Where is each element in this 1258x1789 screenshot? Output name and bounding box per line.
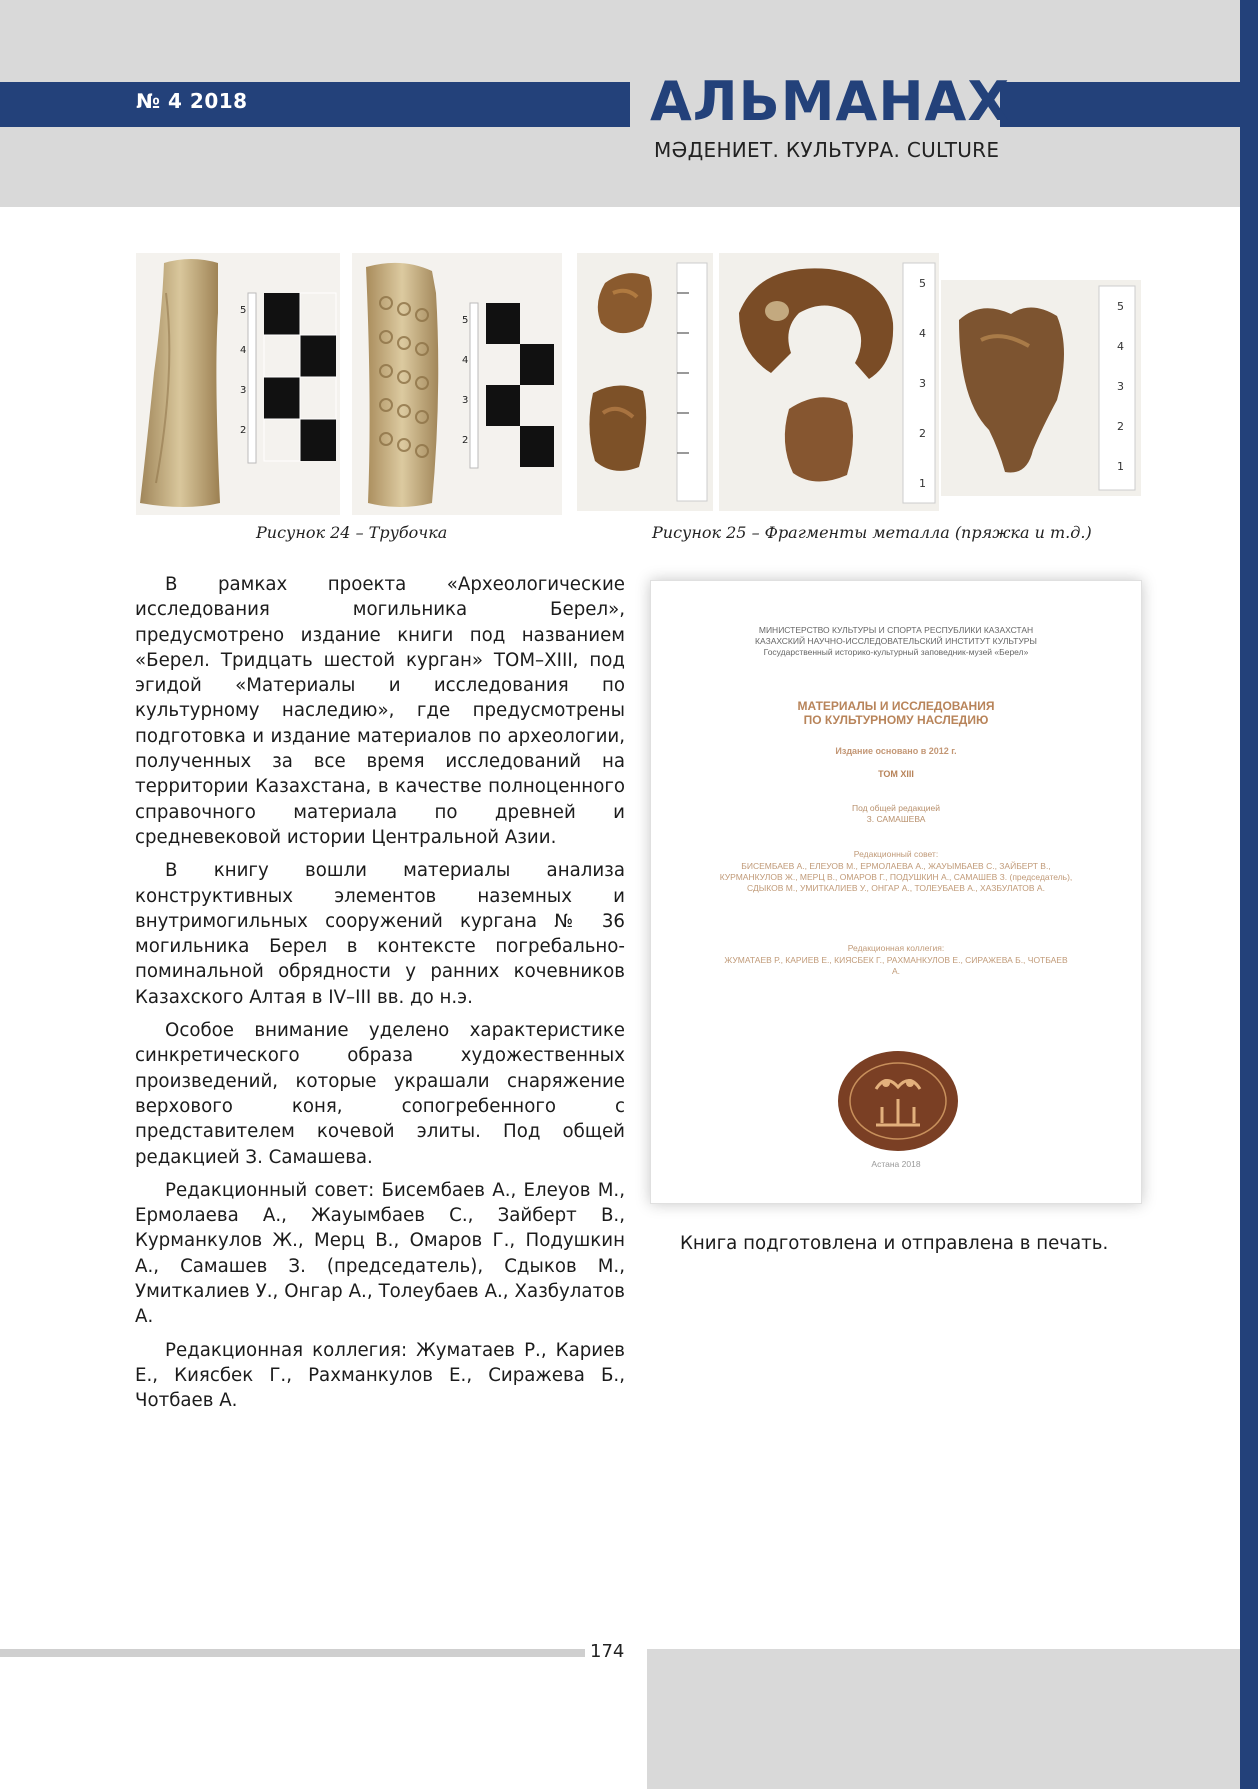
book-note: Книга подготовлена и отправлена в печать. [680,1233,1109,1254]
issue-number: № 4 2018 [136,89,248,113]
paragraph: Особое внимание уделено характеристике синкретического образа художественных произведений, которые украшали снаряжение верхового коня, сопогребенного с представителем кочевой элиты. Под общей редакцией З. Самашева. [135,1020,625,1168]
paragraph: Редакционный совет: Бисембаев А., Елеуов М., Ермолаева А., Жауымбаев С., Зайберт В., Курманкулов Ж., Мерц В., Омаров Г., Подушкин А., Самашев З. (председатель), Сдыков М., Умиткалиев У., Онгар А., Толеубаев А., Хазбулатов А. [135,1179,625,1328]
cover-ministry-line: МИНИСТЕРСТВО КУЛЬТУРЫ И СПОРТА РЕСПУБЛИКИ КАЗАХСТАН [758,625,1034,635]
cover-collegium-heading: Редакционная коллегия: [847,943,945,953]
svg-text:5: 5 [240,305,247,316]
svg-text:5: 5 [462,315,469,326]
svg-text:2: 2 [240,425,247,436]
cover-title [651,699,1141,727]
book-cover-image [650,580,1142,1204]
figure-25-photo-1 [577,253,713,511]
figure-24-caption: Рисунок 24 – Трубочка [256,523,448,542]
cover-collegium-list: ЖУМАТАЕВ Р., КАРИЕВ Е., КИЯСБЕК Г., РАХМАНКУЛОВ Е., СИРАЖЕВА Б., ЧОТБАЕВ А. [724,955,1068,976]
cover-editor-line: Под общей редакцией [851,803,941,813]
figure-25-caption: Рисунок 25 – Фрагменты металла (пряжка и т.д.) [652,523,1092,542]
journal-subtitle: МӘДЕНИЕТ. КУЛЬТУРА. CULTURE [654,138,1000,162]
cover-ministry [651,625,1141,658]
cover-ministry-line: Государственный историко-культурный заповедник-музей «Берел» [763,647,1029,657]
paragraph: В рамках проекта «Археологические исследования могильника Берел», предусмотрено издание книги под названием «Берел. Тридцать шестой курган» ТОМ–XIII, под эгидой «Материалы и исследования по культурному наследию», где предусмотрены подготовка и издание материалов по археологии, полученных за все время исследований на территории Казахстана, в качестве полноценного справочного материала по древней и средневековой истории Центральной Азии. [135,574,625,848]
cover-title-line: МАТЕРИАЛЫ И ИССЛЕДОВАНИЯ [797,699,995,713]
svg-text:2: 2 [1117,420,1124,433]
svg-text:4: 4 [1117,340,1124,353]
cover-board-heading: Редакционный совет: [853,849,939,859]
paragraph: Редакционная коллегия: Жуматаев Р., Кариев Е., Киясбек Г., Рахманкулов Е., Сиражева Б., Чотбаев А. [135,1339,625,1412]
svg-text:2: 2 [919,427,926,440]
cover-editor [651,803,1141,825]
header-band-left [0,82,630,127]
journal-title: АЛЬМАНАХ [650,70,1010,133]
figure-24-photo-back [352,253,562,515]
museum-seal-logo [836,1049,960,1153]
svg-text:3: 3 [919,377,926,390]
svg-text:3: 3 [462,395,469,406]
svg-text:3: 3 [1117,380,1124,393]
footer-block [647,1649,1240,1789]
figure-25-photo-2 [719,253,939,511]
cover-board-list: БИСЕМБАЕВ А., ЕЛЕУОВ М., ЕРМОЛАЕВА А., ЖАУЫМБАЕВ С., ЗАЙБЕРТ В., КУРМАНКУЛОВ Ж., МЕРЦ В., ОМАРОВ Г., ПОДУШКИН А., САМАШЕВ З. (председатель), СДЫКОВ М., УМИТКАЛИЕВ У., ОНГАР А., ТОЛЕУБАЕВ А., ХАЗБУЛАТОВ А. [719,861,1073,893]
cover-volume: ТОМ XIII [878,769,914,779]
cover-year-note: Издание основано в 2012 г. [835,746,957,756]
article-body [135,572,625,1422]
header-band-right [1000,82,1240,127]
paragraph: В книгу вошли материалы анализа конструктивных элементов наземных и внутримогильных сооружений кургана № 36 могильника Берел в контексте погребально-поминальной обрядности у ранних кочевников Казахского Алтая в IV–III вв. до н.э. [135,860,625,1008]
svg-text:4: 4 [919,327,926,340]
cover-place-year: Астана 2018 [871,1159,921,1169]
svg-text:1: 1 [919,477,926,490]
cover-editor-line: З. САМАШЕВА [866,814,926,824]
svg-text:5: 5 [1117,300,1124,313]
figure-25-photo-3 [941,280,1141,496]
cover-ministry-line: КАЗАХСКИЙ НАУЧНО-ИССЛЕДОВАТЕЛЬСКИЙ ИНСТИТУТ КУЛЬТУРЫ [755,636,1037,646]
cover-title-line: ПО КУЛЬТУРНОМУ НАСЛЕДИЮ [803,713,989,727]
svg-text:3: 3 [240,385,247,396]
figure-24-photo-front [136,253,340,515]
page-number: 174 [590,1641,625,1662]
svg-text:1: 1 [1117,460,1124,473]
page-edge-stripe [1240,0,1258,1789]
svg-text:2: 2 [462,435,469,446]
svg-text:5: 5 [919,277,926,290]
footer-rule [0,1649,585,1657]
svg-text:4: 4 [462,355,469,366]
svg-text:4: 4 [240,345,247,356]
